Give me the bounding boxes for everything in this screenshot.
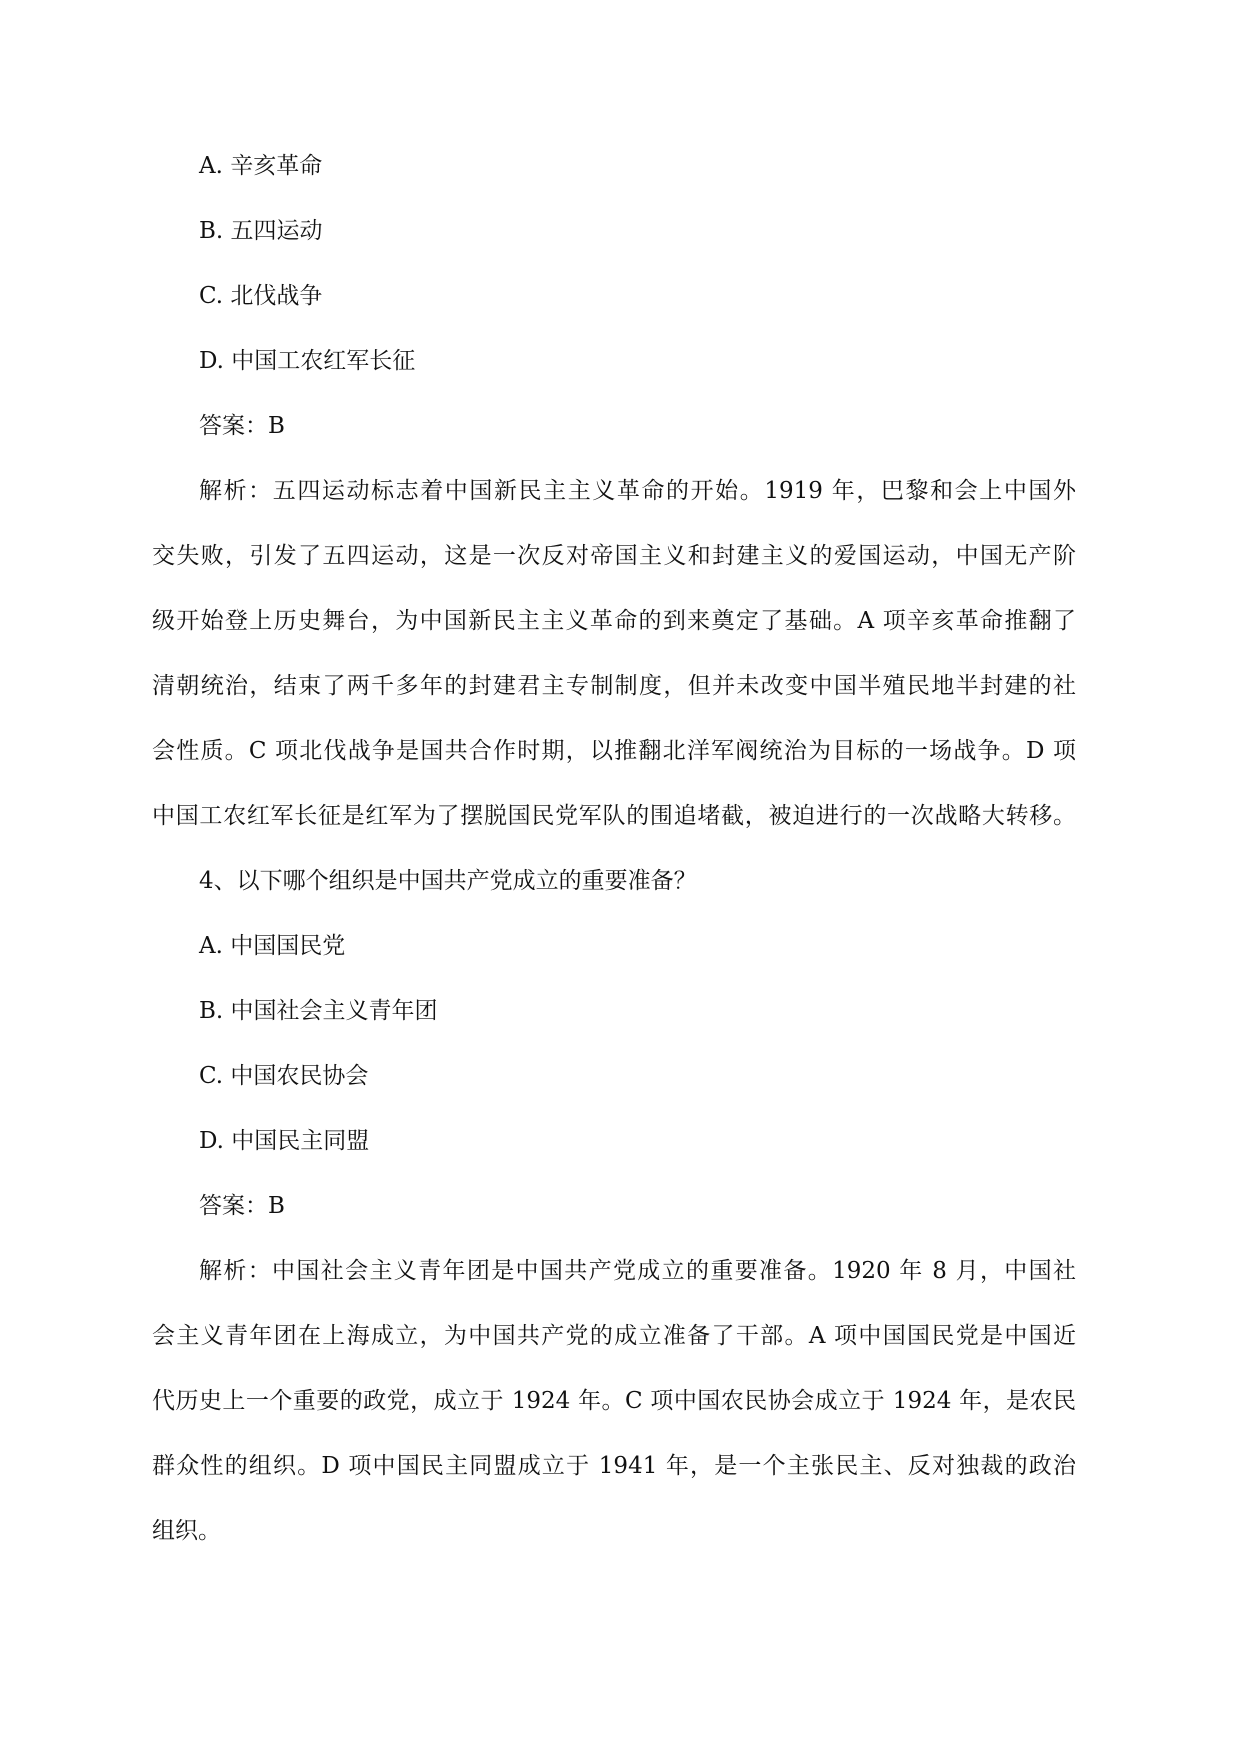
q3-explanation-line: 清朝统治，结束了两千多年的封建君主专制制度，但并未改变中国半殖民地半封建的社 xyxy=(152,673,1076,699)
q3-option-d: D. 中国工农红军长征 xyxy=(199,348,416,374)
q3-explanation-line: 中国工农红军长征是红军为了摆脱国民党军队的围追堵截，被迫进行的一次战略大转移。 xyxy=(152,803,1076,829)
q4-option-c: C. 中国农民协会 xyxy=(199,1063,369,1089)
q4-explanation-line: 解析：中国社会主义青年团是中国共产党成立的重要准备。1920 年 8 月，中国社 xyxy=(199,1258,1076,1284)
q4-answer: 答案：B xyxy=(199,1193,285,1219)
q4-explanation-line: 组织。 xyxy=(152,1518,221,1544)
q4-option-a: A. 中国国民党 xyxy=(199,933,346,959)
q4-option-b: B. 中国社会主义青年团 xyxy=(199,998,438,1024)
q3-explanation-line: 交失败，引发了五四运动，这是一次反对帝国主义和封建主义的爱国运动，中国无产阶 xyxy=(152,543,1076,569)
q3-answer: 答案：B xyxy=(199,413,285,439)
q3-option-b: B. 五四运动 xyxy=(199,218,323,244)
q3-explanation-line: 级开始登上历史舞台，为中国新民主主义革命的到来奠定了基础。A 项辛亥革命推翻了 xyxy=(152,608,1076,634)
q3-option-c: C. 北伐战争 xyxy=(199,283,323,309)
q4-option-d: D. 中国民主同盟 xyxy=(199,1128,370,1154)
q3-option-a: A. 辛亥革命 xyxy=(199,153,323,179)
q4-explanation-line: 代历史上一个重要的政党，成立于 1924 年。C 项中国农民协会成立于 1924 年，是农民 xyxy=(152,1388,1076,1414)
q4-question: 4、以下哪个组织是中国共产党成立的重要准备？ xyxy=(199,868,697,894)
q4-explanation-line: 群众性的组织。D 项中国民主同盟成立于 1941 年，是一个主张民主、反对独裁的政治 xyxy=(152,1453,1076,1479)
q3-explanation-line: 会性质。C 项北伐战争是国共合作时期，以推翻北洋军阀统治为目标的一场战争。D 项 xyxy=(152,738,1076,764)
q3-explanation-line: 解析：五四运动标志着中国新民主主义革命的开始。1919 年，巴黎和会上中国外 xyxy=(199,478,1076,504)
q4-explanation-line: 会主义青年团在上海成立，为中国共产党的成立准备了干部。A 项中国国民党是中国近 xyxy=(152,1323,1076,1349)
